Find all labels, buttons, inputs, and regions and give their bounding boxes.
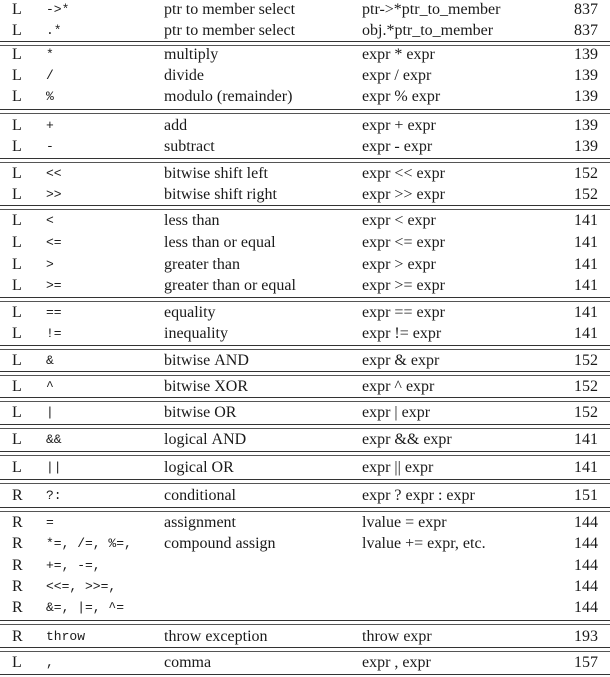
associativity: R: [12, 599, 23, 616]
page-ref: 141: [574, 212, 598, 229]
table-row: [0, 485, 610, 506]
table-row: [0, 376, 610, 397]
function: greater than or equal: [164, 277, 296, 294]
associativity: L: [12, 138, 22, 155]
operator: .*: [46, 23, 62, 38]
table-row: [0, 533, 610, 554]
table-row: [0, 597, 610, 618]
table-row: [0, 136, 610, 157]
page-ref: 151: [574, 487, 598, 504]
usage: expr || expr: [362, 459, 434, 476]
usage: lvalue = expr: [362, 514, 447, 531]
page-ref: 139: [574, 138, 598, 155]
operator: &&: [46, 432, 62, 447]
table-row: [0, 429, 610, 450]
table-row: [0, 555, 610, 576]
page-ref: 141: [574, 431, 598, 448]
operator: throw: [46, 629, 86, 644]
usage: expr << expr: [362, 165, 445, 182]
associativity: L: [12, 404, 22, 421]
function: bitwise OR: [164, 404, 237, 421]
usage: expr + expr: [362, 117, 436, 134]
associativity: R: [12, 628, 23, 645]
table-row: [0, 86, 610, 107]
page-ref: 139: [574, 67, 598, 84]
table-row: [0, 254, 610, 275]
associativity: R: [12, 557, 23, 574]
operator: +=, -=,: [46, 558, 101, 573]
usage: expr >= expr: [362, 277, 445, 294]
page-ref: 144: [574, 557, 598, 574]
page-ref: 144: [574, 514, 598, 531]
page-ref: 837: [574, 1, 598, 18]
operator: <<=, >>=,: [46, 579, 117, 594]
table-row: [0, 350, 610, 371]
operator: -: [46, 139, 54, 154]
operator: *: [46, 47, 54, 62]
group-divider: [0, 451, 610, 456]
page-ref: 837: [574, 22, 598, 39]
usage: expr ? expr : expr: [362, 487, 475, 504]
table-row: [0, 275, 610, 296]
associativity: L: [12, 1, 22, 18]
associativity: L: [12, 256, 22, 273]
associativity: L: [12, 186, 22, 203]
page-ref: 139: [574, 117, 598, 134]
operator: ||: [46, 460, 62, 475]
table-row: [0, 652, 610, 673]
table-row: [0, 323, 610, 344]
table-row: [0, 44, 610, 65]
associativity: L: [12, 67, 22, 84]
function: equality: [164, 304, 216, 321]
associativity: R: [12, 578, 23, 595]
operator: |: [46, 405, 54, 420]
function: less than or equal: [164, 234, 276, 251]
function: bitwise shift right: [164, 186, 277, 203]
page-ref: 141: [574, 256, 598, 273]
group-divider: [0, 109, 610, 114]
operator: <=: [46, 235, 62, 250]
associativity: L: [12, 654, 22, 671]
table-row: [0, 302, 610, 323]
operator: !=: [46, 326, 62, 341]
page-ref: 152: [574, 404, 598, 421]
table-row: [0, 184, 610, 205]
table-row: [0, 20, 610, 41]
page-ref: 152: [574, 165, 598, 182]
associativity: L: [12, 165, 22, 182]
operator: =: [46, 515, 54, 530]
operator: ^: [46, 379, 54, 394]
table-row: [0, 626, 610, 647]
function: inequality: [164, 325, 228, 342]
associativity: L: [12, 378, 22, 395]
associativity: L: [12, 459, 22, 476]
table-row: [0, 232, 610, 253]
usage: expr ^ expr: [362, 378, 435, 395]
function: subtract: [164, 138, 215, 155]
group-divider: [0, 620, 610, 625]
page-ref: 152: [574, 352, 598, 369]
operator: +: [46, 118, 54, 133]
usage: expr && expr: [362, 431, 452, 448]
page-ref: 193: [574, 628, 598, 645]
usage: expr >> expr: [362, 186, 445, 203]
function: ptr to member select: [164, 22, 296, 39]
table-row: [0, 0, 610, 20]
usage: expr * expr: [362, 46, 435, 63]
operator: >>: [46, 187, 62, 202]
operator: <<: [46, 166, 62, 181]
function: logical AND: [164, 431, 247, 448]
function: bitwise XOR: [164, 378, 248, 395]
operator: <: [46, 213, 54, 228]
page-ref: 141: [574, 325, 598, 342]
associativity: L: [12, 352, 22, 369]
function: assignment: [164, 514, 236, 531]
page-ref: 139: [574, 88, 598, 105]
usage: expr & expr: [362, 352, 440, 369]
function: bitwise shift left: [164, 165, 268, 182]
usage: obj.*ptr_to_member: [362, 22, 494, 39]
associativity: L: [12, 431, 22, 448]
table-row: [0, 576, 610, 597]
associativity: R: [12, 535, 23, 552]
usage: throw expr: [362, 628, 432, 645]
associativity: L: [12, 22, 22, 39]
associativity: L: [12, 212, 22, 229]
function: ptr to member select: [164, 1, 296, 18]
operator: ,: [46, 655, 54, 670]
usage: expr / expr: [362, 67, 432, 84]
usage: expr % expr: [362, 88, 441, 105]
table-row: [0, 65, 610, 86]
usage: expr | expr: [362, 404, 431, 421]
associativity: L: [12, 277, 22, 294]
associativity: L: [12, 325, 22, 342]
usage: expr < expr: [362, 212, 436, 229]
operator: >=: [46, 278, 62, 293]
usage: expr , expr: [362, 654, 431, 671]
function: modulo (remainder): [164, 88, 293, 105]
page-ref: 141: [574, 234, 598, 251]
associativity: R: [12, 514, 23, 531]
usage: expr - expr: [362, 138, 433, 155]
page-ref: 144: [574, 535, 598, 552]
associativity: R: [12, 487, 23, 504]
function: less than: [164, 212, 220, 229]
table-row: [0, 115, 610, 136]
page-ref: 139: [574, 46, 598, 63]
usage: expr != expr: [362, 325, 442, 342]
associativity: L: [12, 234, 22, 251]
function: logical OR: [164, 459, 234, 476]
operator: &=, |=, ^=: [46, 600, 125, 615]
operator: ?:: [46, 488, 62, 503]
page-ref: 144: [574, 578, 598, 595]
operator: /: [46, 68, 54, 83]
operator: ->*: [46, 2, 70, 17]
operator: >: [46, 257, 54, 272]
table-row: [0, 457, 610, 478]
function: greater than: [164, 256, 240, 273]
function: bitwise AND: [164, 352, 249, 369]
usage: lvalue += expr, etc.: [362, 535, 486, 552]
group-divider: [0, 479, 610, 484]
usage: expr > expr: [362, 256, 436, 273]
page-ref: 152: [574, 378, 598, 395]
function: conditional: [164, 487, 236, 504]
table-row: [0, 512, 610, 533]
associativity: L: [12, 88, 22, 105]
associativity: L: [12, 46, 22, 63]
usage: expr <= expr: [362, 234, 445, 251]
operator: &: [46, 353, 54, 368]
operator: ==: [46, 305, 62, 320]
function: throw exception: [164, 628, 268, 645]
page-ref: 141: [574, 459, 598, 476]
page-ref: 157: [574, 654, 598, 671]
associativity: L: [12, 304, 22, 321]
operator: %: [46, 89, 54, 104]
usage: ptr->*ptr_to_member: [362, 1, 501, 18]
table-bottom-rule: [0, 674, 610, 675]
page-ref: 144: [574, 599, 598, 616]
function: comma: [164, 654, 212, 671]
table-row: [0, 210, 610, 231]
function: divide: [164, 67, 204, 84]
function: add: [164, 117, 188, 134]
function: compound assign: [164, 535, 276, 552]
table-row: [0, 402, 610, 423]
page-ref: 141: [574, 277, 598, 294]
table-row: [0, 163, 610, 184]
usage: expr == expr: [362, 304, 445, 321]
page-ref: 141: [574, 304, 598, 321]
operator: *=, /=, %=,: [46, 536, 132, 551]
associativity: L: [12, 117, 22, 134]
function: multiply: [164, 46, 219, 63]
page-ref: 152: [574, 186, 598, 203]
